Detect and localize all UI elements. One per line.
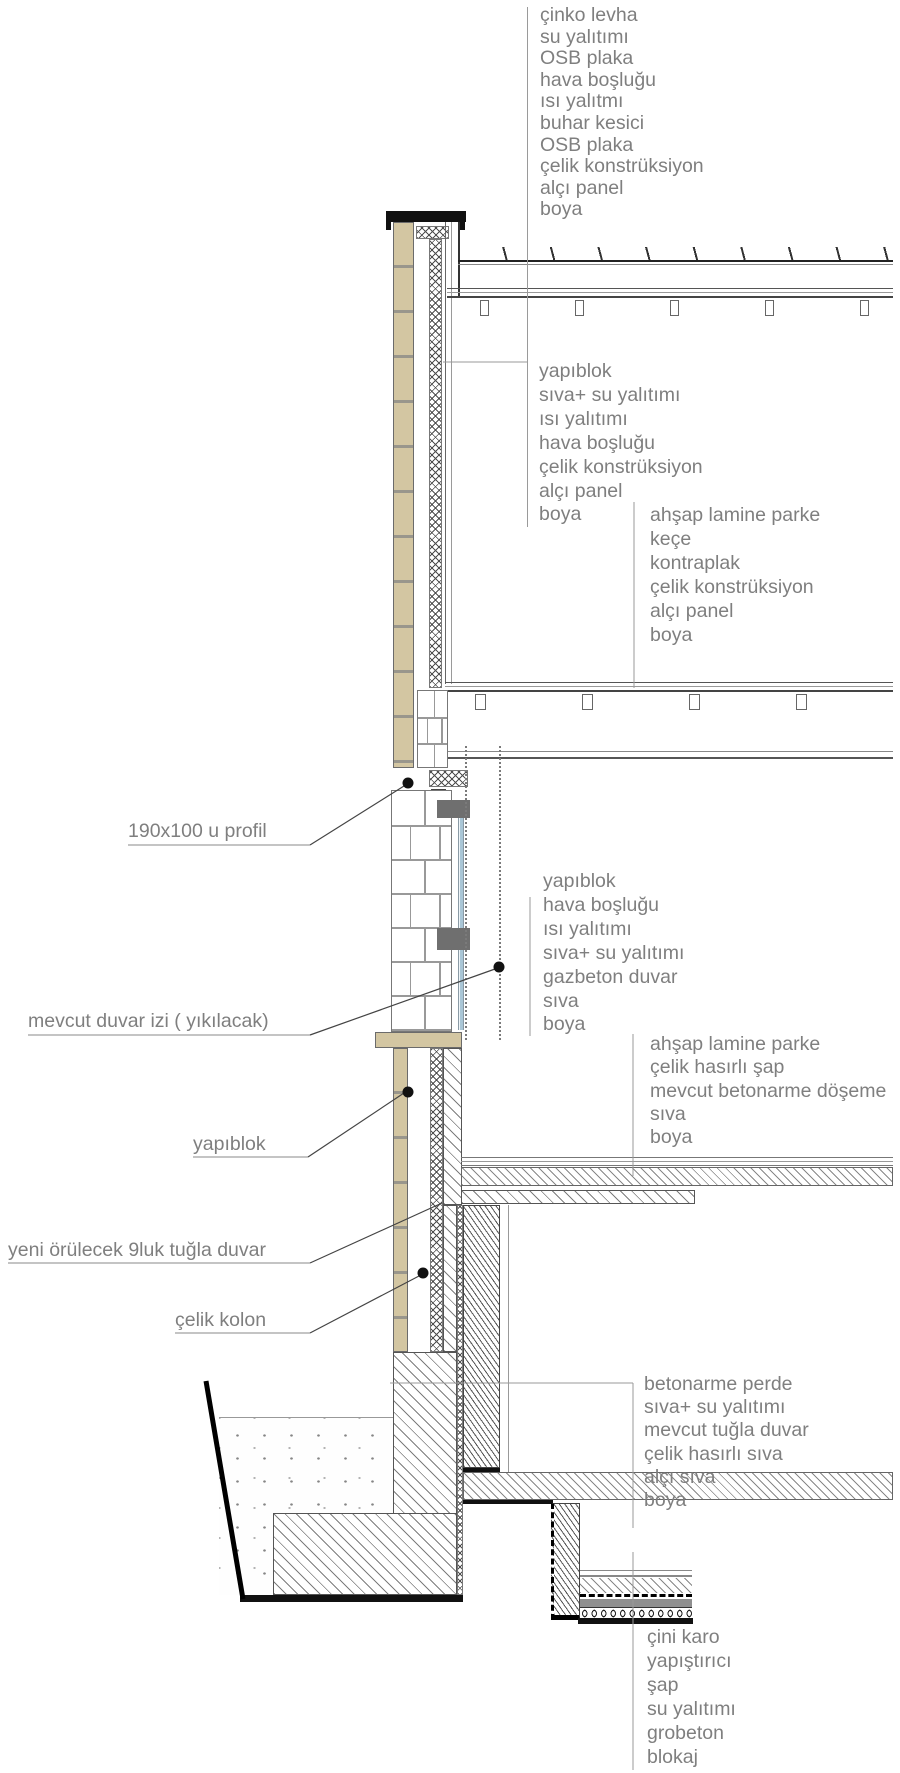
annotation-line: ısı yalıtımı	[539, 407, 628, 430]
floor0-parquet-line-3	[461, 1165, 893, 1166]
roof-hanger	[765, 300, 774, 316]
annotation-line: boya	[650, 1126, 693, 1149]
lean-concrete-band	[580, 1599, 692, 1607]
annotation-line: su yalıtımı	[647, 1698, 736, 1720]
annotation-block-first-floor	[650, 503, 820, 647]
annotation-block-exterior-floor	[647, 1625, 736, 1769]
annotation-line: su yalıtımı	[540, 25, 629, 48]
floor1-deck-line	[445, 690, 893, 692]
floor0-slab-band	[461, 1190, 695, 1204]
existing-wall-trace-dotted-line	[499, 746, 501, 1040]
annotation-line: yapıştırıcı	[647, 1650, 732, 1672]
tile-line-2	[580, 1575, 692, 1577]
label-u-profile: 190x100 u profil	[128, 820, 267, 842]
foundation-footing-block	[273, 1513, 457, 1595]
leader-dot-steel-column	[418, 1268, 429, 1279]
annotation-line: hava boşluğu	[540, 68, 657, 91]
interior-plaster-line	[508, 1205, 509, 1472]
blokaj-stone-band	[580, 1607, 692, 1618]
roof-hanger	[860, 300, 869, 316]
annotation-block-parapet-roof	[540, 5, 704, 221]
yapiblok-sill-band	[375, 1032, 462, 1048]
label-steel-column: çelik kolon	[175, 1309, 267, 1331]
annotation-line: alçı sıva	[644, 1465, 716, 1488]
annotation-line: OSB plaka	[540, 133, 634, 156]
floor1-ceiling-line-2	[448, 757, 893, 759]
roof-seam-ticks	[458, 247, 893, 260]
annotation-line: ısı yalıtımı	[543, 917, 632, 940]
annotation-line: blokaj	[647, 1746, 698, 1768]
roof-ceiling-line-2	[447, 292, 893, 293]
annotation-line: ısı yalıtmı	[540, 90, 624, 113]
floor-step-wall	[551, 1503, 580, 1620]
leader-new-brick-wall	[310, 1203, 442, 1263]
annotation-line: çinko levha	[540, 4, 638, 26]
annotation-line: boya	[539, 503, 582, 526]
annotation-line: çini karo	[647, 1626, 720, 1648]
roof-hanger	[480, 300, 489, 316]
yapiblok-lower-wall	[393, 1048, 408, 1352]
annotation-line: alçı panel	[650, 600, 734, 622]
floor0-parquet-line-1	[461, 1157, 893, 1158]
annotation-line: hava boşluğu	[539, 431, 656, 454]
label-new-brick-wall: yeni örülecek 9luk tuğla duvar	[8, 1239, 266, 1261]
annotation-line: çelik hasırlı şap	[650, 1056, 785, 1079]
parapet-zinc-cap	[386, 211, 466, 222]
leader-u-profile	[310, 786, 404, 845]
exterior-screed-band	[580, 1578, 692, 1593]
annotation-line: betonarme perde	[644, 1373, 793, 1395]
annotation-line: boya	[644, 1489, 687, 1512]
annotation-line: yapıblok	[543, 870, 616, 892]
annotation-line: alçı panel	[540, 176, 624, 199]
spandrel-blocks	[417, 690, 448, 768]
yapiblok-upper-wall	[393, 222, 414, 768]
annotation-line: yapıblok	[539, 360, 612, 382]
annotation-line: sıva+ su yalıtımı	[539, 383, 681, 406]
existing-brick-wall	[391, 790, 452, 1032]
new-brick-wall-hatch-lower	[443, 1205, 457, 1352]
roof-deck-second-line	[458, 264, 893, 265]
annotation-line: sıva	[650, 1102, 686, 1125]
roof-hanger	[670, 300, 679, 316]
floor1-joist	[582, 694, 593, 710]
annotation-line: mevcut betonarme döşeme	[650, 1079, 887, 1102]
interior-floor-bottom-line	[463, 1500, 553, 1504]
window-glazing	[458, 818, 464, 1030]
annotation-line: çelik konstrüksiyon	[539, 455, 703, 478]
new-brick-wall-hatch-upper	[443, 1048, 462, 1205]
annotation-line: sıva	[543, 989, 579, 1012]
footing-top-line	[219, 1417, 393, 1418]
floor1-joist	[796, 694, 807, 710]
annotation-line: ahşap lamine parke	[650, 1033, 821, 1055]
roof-ceiling-line-3	[447, 296, 893, 298]
annotation-line: grobeton	[647, 1722, 724, 1744]
label-existing-wall-trace: mevcut duvar izi ( yıkılacak)	[28, 1010, 269, 1032]
floor0-parquet-line-2	[461, 1161, 893, 1162]
roof-ceiling-line-1	[447, 288, 893, 289]
annotation-line: ahşap lamine parke	[650, 504, 821, 526]
parapet-cap-drip-right	[460, 222, 465, 230]
floor1-parquet-line-2	[445, 686, 893, 687]
exterior-floor-bottom-line	[578, 1618, 693, 1624]
upper-wall-inner-layer-line	[445, 222, 446, 684]
label-yapiblok: yapıblok	[193, 1133, 266, 1155]
annotation-line: hava boşluğu	[543, 893, 660, 916]
annotation-line: çelik hasırlı sıva	[644, 1442, 783, 1465]
leader-yapiblok	[308, 1093, 404, 1157]
annotation-line: gazbeton duvar	[543, 965, 678, 988]
annotation-line: sıva+ su yalıtımı	[543, 941, 685, 964]
annotation-block-basement-wall	[644, 1373, 809, 1512]
window-head-insulation	[429, 770, 468, 787]
floor1-joist	[689, 694, 700, 710]
leader-dot-u-profile	[403, 778, 414, 789]
roof-hanger	[575, 300, 584, 316]
annotation-line: çelik konstrüksiyon	[540, 155, 704, 178]
annotation-line: keçe	[650, 528, 692, 550]
annotation-line: boya	[650, 624, 693, 646]
annotation-line: boya	[540, 198, 583, 221]
existing-wall-trace-dotted-line	[465, 746, 467, 1040]
annotation-line: kontraplak	[650, 552, 740, 574]
upper-wall-insulation	[429, 239, 442, 688]
floor0-screed-band	[461, 1167, 893, 1186]
annotation-line: sıva+ su yalıtımı	[644, 1396, 786, 1419]
annotation-line: mevcut tuğla duvar	[644, 1419, 809, 1442]
floor1-joist	[475, 694, 486, 710]
floor1-parquet-line-1	[445, 682, 893, 683]
annotation-block-gazbeton-wall	[543, 870, 684, 1037]
roof-deck-top-line	[458, 260, 893, 262]
foundation-bottom-line	[240, 1595, 463, 1602]
annotation-line: boya	[543, 1013, 586, 1036]
annotation-line: buhar kesici	[540, 111, 645, 134]
annotation-line: alçı panel	[539, 479, 623, 502]
floor1-ceiling-line-1	[448, 751, 893, 752]
annotation-block-ground-floor	[650, 1033, 886, 1149]
annotation-line: OSB plaka	[540, 47, 634, 70]
concrete-shear-wall	[463, 1205, 500, 1468]
annotation-line: şap	[647, 1674, 679, 1696]
waterproofing-dashed-line	[580, 1594, 692, 1597]
parapet-cap-drip-left	[386, 222, 391, 230]
tile-line-1	[580, 1570, 692, 1571]
lower-wall-insulation	[430, 1048, 443, 1352]
annotation-line: çelik konstrüksiyon	[650, 576, 814, 598]
